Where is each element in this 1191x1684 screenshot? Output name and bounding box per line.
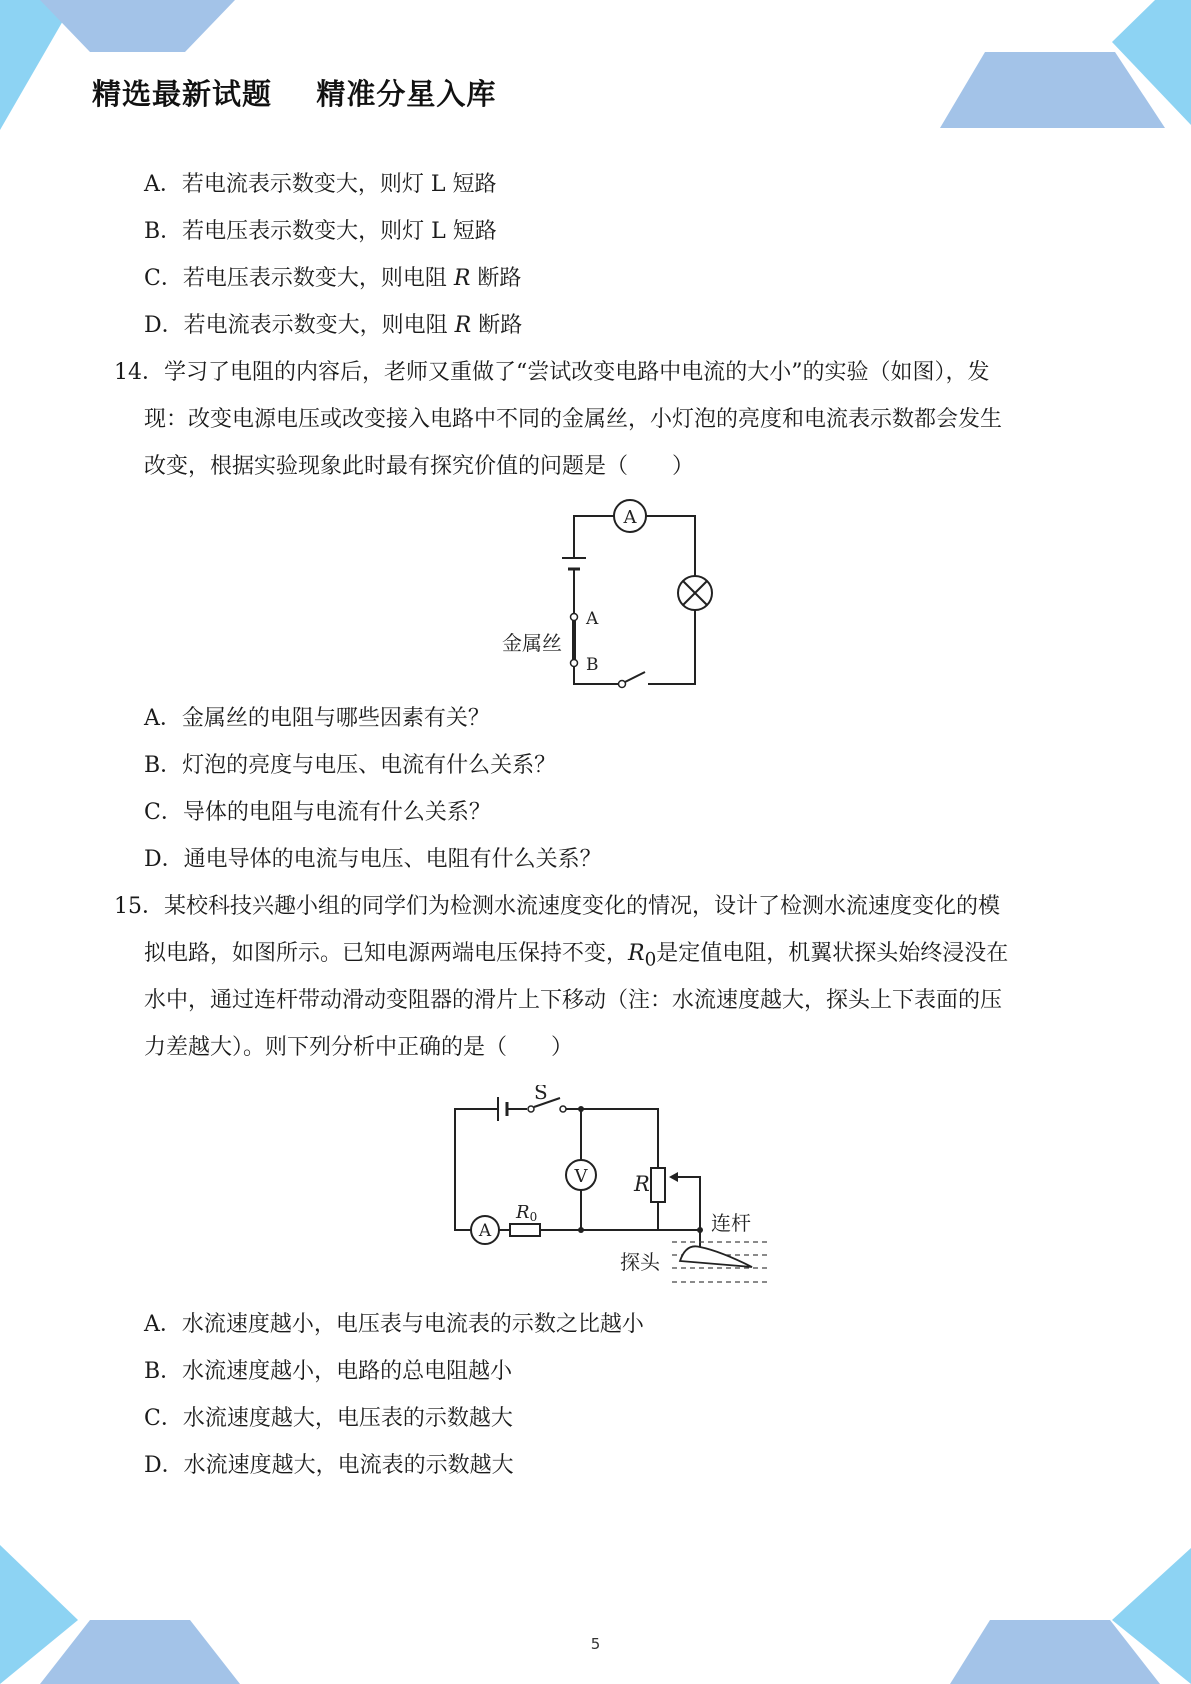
option-text: 水流速度越大，电压表的示数越大	[182, 1406, 513, 1431]
trapezoid-top-right	[940, 52, 1165, 128]
junction-dot	[697, 1227, 703, 1233]
switch-lever	[625, 672, 645, 682]
rheostat-symbol	[651, 1168, 665, 1202]
q14-option-d	[144, 845, 602, 875]
option-letter: A．	[144, 172, 182, 197]
q15-option-a	[144, 1310, 644, 1340]
question-text-tail: 是定值电阻，机翼状探头始终浸没在	[656, 941, 1009, 966]
option-text: 灯泡的亮度与电压、电流有什么关系？	[182, 753, 557, 778]
wire-segment	[563, 1109, 658, 1168]
option-letter: B．	[144, 219, 183, 244]
ammeter-label: A	[478, 1221, 492, 1241]
rheostat-label: R	[634, 1172, 650, 1196]
resistor-variable: R	[453, 266, 471, 291]
q15-option-d	[144, 1451, 514, 1481]
q15-line-4: 力差越大）。则下列分析中正确的是（ ）	[144, 1035, 574, 1060]
point-a-label: A	[586, 609, 599, 629]
q14-line-3: 改变，根据实验现象此时最有探究价值的问题是（ ）	[144, 454, 695, 479]
rod-label: 连杆	[711, 1211, 751, 1235]
slider-arrow	[669, 1172, 678, 1182]
q14-option-c	[144, 798, 491, 828]
wing-probe-shape	[680, 1246, 752, 1267]
q15-line-1	[114, 892, 1000, 922]
q14-option-b	[144, 751, 556, 781]
option-letter: A．	[144, 1312, 182, 1337]
q15-line-2	[144, 939, 1008, 975]
option-text: 导体的电阻与电流有什么关系？	[182, 800, 491, 825]
switch-pivot	[619, 681, 626, 688]
probe-label: 探头	[620, 1250, 660, 1274]
option-letter: D．	[144, 847, 184, 872]
option-text: 水流速度越小，电路的总电阻越小	[182, 1359, 513, 1384]
option-letter: A．	[144, 706, 182, 731]
q14-line-1	[114, 358, 990, 388]
r0-subscript: 0	[644, 949, 657, 971]
option-letter: B．	[144, 753, 183, 778]
terminal-a	[571, 614, 578, 621]
q15-option-c	[144, 1404, 513, 1434]
switch-contact	[560, 1106, 566, 1112]
wire-segment	[646, 516, 695, 576]
q15-circuit-diagram	[450, 1085, 780, 1300]
option-text: 若电流表示数变大，则灯 L 短路	[181, 172, 497, 197]
r0-label-subscript: 0	[529, 1210, 538, 1224]
question-text: 某校科技兴趣小组的同学们为检测水流速度变化的情况，设计了检测水流速度变化的模	[164, 894, 1001, 919]
q14-option-a	[144, 704, 490, 734]
page-number: 5	[590, 1635, 601, 1653]
option-text: 通电导体的电流与电压、电阻有什么关系？	[183, 847, 602, 872]
wire-segment	[648, 610, 695, 684]
q15-line-3: 水中，通过连杆带动滑动变阻器的滑片上下移动（注：水流速度越大，探头上下表面的压	[144, 988, 1003, 1013]
r0-label-letter: R	[516, 1202, 530, 1223]
q14-circuit-diagram	[495, 496, 735, 691]
option-letter: C．	[144, 266, 183, 291]
option-text: 金属丝的电阻与哪些因素有关？	[181, 706, 490, 731]
option-text: 若电压表示数变大，则电阻	[182, 266, 454, 291]
q13-option-c	[144, 264, 521, 294]
option-letter: D．	[144, 313, 184, 338]
slider-rod	[673, 1177, 700, 1230]
terminal-b	[571, 660, 578, 667]
option-letter: C．	[144, 800, 183, 825]
point-b-label: B	[586, 655, 599, 675]
q13-option-a	[144, 170, 497, 200]
trapezoid-top-left	[40, 0, 235, 52]
option-text: 若电流表示数变大，则电阻	[183, 313, 455, 338]
option-text: 水流速度越小，电压表与电流表的示数之比越小	[181, 1312, 644, 1337]
question-text: 学习了电阻的内容后，老师又重做了“尝试改变电路中电流的大小”的实验（如图），发	[164, 360, 990, 385]
question-number: 14．	[114, 360, 164, 385]
option-text: 水流速度越大，电流表的示数越大	[183, 1453, 514, 1478]
junction-dot	[578, 1227, 584, 1233]
wire-segment	[455, 1109, 498, 1230]
q15-option-b	[144, 1357, 512, 1387]
switch-pivot	[528, 1106, 534, 1112]
question-number: 15．	[114, 894, 164, 919]
q14-line-2: 现：改变电源电压或改变接入电路中不同的金属丝，小灯泡的亮度和电流表示数都会发生	[144, 407, 1003, 432]
switch-label: S	[534, 1085, 548, 1104]
r0-variable: R	[628, 941, 645, 966]
voltmeter-label: V	[574, 1166, 588, 1187]
resistor-variable: R	[454, 313, 472, 338]
metal-wire-label: 金属丝	[502, 631, 562, 655]
option-letter: B．	[144, 1359, 183, 1384]
q13-option-b	[144, 217, 497, 247]
option-letter: D．	[144, 1453, 184, 1478]
option-text-tail: 断路	[471, 313, 523, 338]
ammeter-label: A	[623, 507, 637, 528]
r0-label	[515, 1202, 537, 1224]
question-text: 拟电路，如图所示。已知电源两端电压保持不变，	[144, 941, 629, 966]
q13-option-d	[144, 311, 522, 341]
junction-dot	[578, 1106, 584, 1112]
r0-resistor-symbol	[510, 1224, 540, 1236]
wire-segment	[574, 516, 614, 558]
option-text-tail: 断路	[470, 266, 522, 291]
header-title: 精选最新试题 精准分星入库	[92, 77, 497, 111]
option-text: 若电压表示数变大，则灯 L 短路	[182, 219, 497, 244]
option-letter: C．	[144, 1406, 183, 1431]
